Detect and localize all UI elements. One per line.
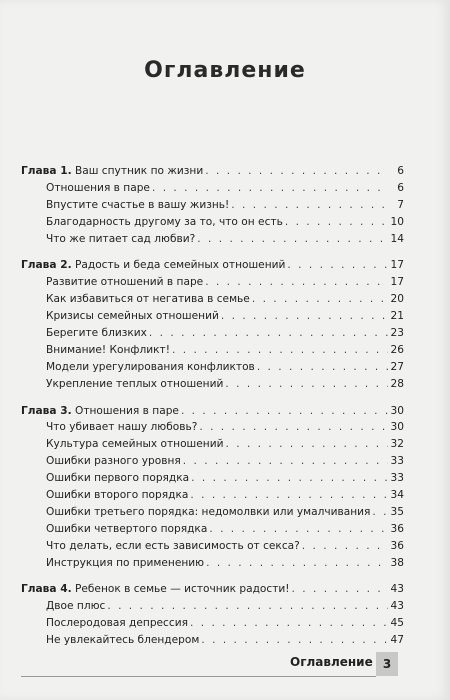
toc-page-number: 36 [390,539,404,552]
toc-page-number: 21 [390,310,404,323]
toc-entry-title: Послеродовая депрессия [46,617,188,630]
toc-entry[interactable] [21,555,404,572]
dot-leader [206,555,388,572]
toc-entry-title: Развитие отношений в паре [46,276,204,289]
toc-page-number: 30 [390,421,404,434]
dot-leader [190,615,388,632]
toc-page-number: 20 [390,293,404,306]
toc-entry-title: Кризисы семейных отношений [46,310,219,323]
toc-page-number: 38 [390,556,404,569]
dot-leader [372,504,388,521]
toc-chapter-number: Глава 4. [21,583,72,596]
dot-leader [252,291,388,308]
toc-chapter [21,257,404,392]
dot-leader [221,308,388,325]
dot-leader [225,376,388,393]
toc-entry[interactable] [21,487,404,504]
dot-leader [225,436,388,453]
toc-page-number: 45 [390,617,404,630]
dot-leader [149,325,388,342]
toc-entry[interactable] [21,453,404,470]
footer-rule [21,676,376,677]
toc-chapter-title-wrap [21,163,203,180]
toc-chapter-title: Ваш спутник по жизни [74,165,204,177]
toc-page-number: 43 [390,600,404,613]
toc-entry-title: Берегите близких [46,327,147,340]
dot-leader [302,538,388,555]
toc-entry-title: Инструкция по применению [46,556,205,569]
dot-leader [201,632,388,649]
toc-entry-title: Ошибки разного уровня [46,455,181,468]
toc-chapter-title-wrap [21,257,285,274]
toc-entry[interactable] [21,214,404,231]
dot-leader [191,470,388,487]
dot-leader [107,598,388,615]
dot-leader [292,581,389,598]
dot-leader [209,521,388,538]
dot-leader [183,453,388,470]
toc-chapter-heading[interactable] [21,581,404,598]
toc-entry[interactable] [21,342,404,359]
toc-page-number: 7 [397,198,404,211]
toc-entry-title: Что убивает нашу любовь? [46,421,198,434]
toc-entry-title: Не увлекайтесь блендером [46,634,200,647]
toc-page-number: 14 [390,232,404,245]
toc-entry-title: Культура семейных отношений [46,438,224,451]
toc-entry[interactable] [21,274,404,291]
toc-entry[interactable] [21,598,404,615]
toc-page-number: 17 [390,276,404,289]
dot-leader [231,197,388,214]
dot-leader [205,163,388,180]
toc-entry[interactable] [21,470,404,487]
toc-entry-title: Ошибки четвертого порядка [46,522,208,535]
toc-entry-title: Отношения в паре [46,181,150,194]
toc-page-number: 27 [390,360,404,373]
toc-chapter-heading[interactable] [21,403,404,420]
toc-entry-title: Ошибки первого порядка [46,472,190,485]
toc-entry[interactable] [21,436,404,453]
toc-entry-title: Как избавиться от негатива в семье [46,293,250,306]
toc-chapter-number: Глава 3. [21,404,72,417]
toc-entry-title: Модели урегулирования конфликтов [46,360,255,373]
toc-chapter-number: Глава 2. [21,259,72,272]
toc-page-number: 26 [390,343,404,356]
toc-chapter-title-wrap [21,403,179,420]
toc-chapter-heading[interactable] [21,257,404,274]
toc-entry[interactable] [21,615,404,632]
toc-chapter-title: Отношения в паре [74,404,179,417]
table-of-contents [21,163,404,659]
toc-page-number: 10 [390,215,404,228]
toc-entry-title: Внимание! Конфликт! [46,343,170,356]
toc-page-number: 30 [390,404,404,417]
toc-entry[interactable] [21,291,404,308]
dot-leader [152,180,388,197]
dot-leader [190,487,388,504]
toc-chapter-number: Глава 1. [21,165,72,177]
toc-page-number: 35 [390,505,404,518]
toc-page-number: 33 [390,455,404,468]
toc-chapter [21,581,404,649]
dot-leader [181,403,388,420]
toc-entry-title: Благодарность другому за то, что он есть [46,215,283,228]
dot-leader [285,214,388,231]
toc-page-number: 47 [390,634,404,647]
toc-page-number: 23 [390,327,404,340]
toc-entry[interactable] [21,632,404,649]
toc-entry[interactable] [21,376,404,393]
toc-entry-title: Укрепление теплых отношений [46,377,224,390]
dot-leader [199,419,388,436]
toc-page-number: 43 [390,583,404,596]
toc-entry[interactable] [21,504,404,521]
toc-chapter [21,163,404,247]
page-number: 3 [376,652,398,676]
toc-page-number: 33 [390,472,404,485]
toc-entry[interactable] [21,359,404,376]
toc-entry[interactable] [21,197,404,214]
dot-leader [172,342,388,359]
toc-page-number: 17 [390,259,404,272]
toc-entry[interactable] [21,538,404,555]
toc-entry[interactable] [21,521,404,538]
toc-entry[interactable] [21,180,404,197]
toc-entry-title: Ошибки третьего порядка: недомолвки или умалчивания [46,505,371,518]
footer-section-title: Оглавление [290,655,373,669]
toc-entry-title: Ошибки второго порядка [46,489,189,502]
toc-page-number: 6 [397,165,404,177]
toc-entry-title: Впустите счастье в вашу жизнь! [46,198,230,211]
dot-leader [257,359,388,376]
toc-page-number: 34 [390,489,404,502]
toc-entry[interactable] [21,325,404,342]
toc-entry[interactable] [21,231,404,248]
toc-entry[interactable] [21,419,404,436]
toc-chapter-title-wrap [21,581,290,598]
toc-entry[interactable] [21,308,404,325]
page-title: Оглавление [144,58,306,83]
toc-page-number: 6 [397,181,404,194]
dot-leader [197,231,388,248]
dot-leader [287,257,388,274]
toc-chapter [21,403,404,572]
toc-page-number: 32 [390,438,404,451]
toc-chapter-heading[interactable] [21,163,404,180]
toc-page-number: 28 [390,377,404,390]
toc-entry-title: Что же питает сад любви? [46,232,196,245]
toc-page-number: 36 [390,522,404,535]
toc-chapter-title: Радость и беда семейных отношений [74,259,286,272]
toc-entry-title: Что делать, если есть зависимость от секса? [46,539,300,552]
dot-leader [205,274,388,291]
toc-entry-title: Двое плюс [46,600,106,613]
toc-chapter-title: Ребенок в семье — источник радости! [74,583,290,596]
